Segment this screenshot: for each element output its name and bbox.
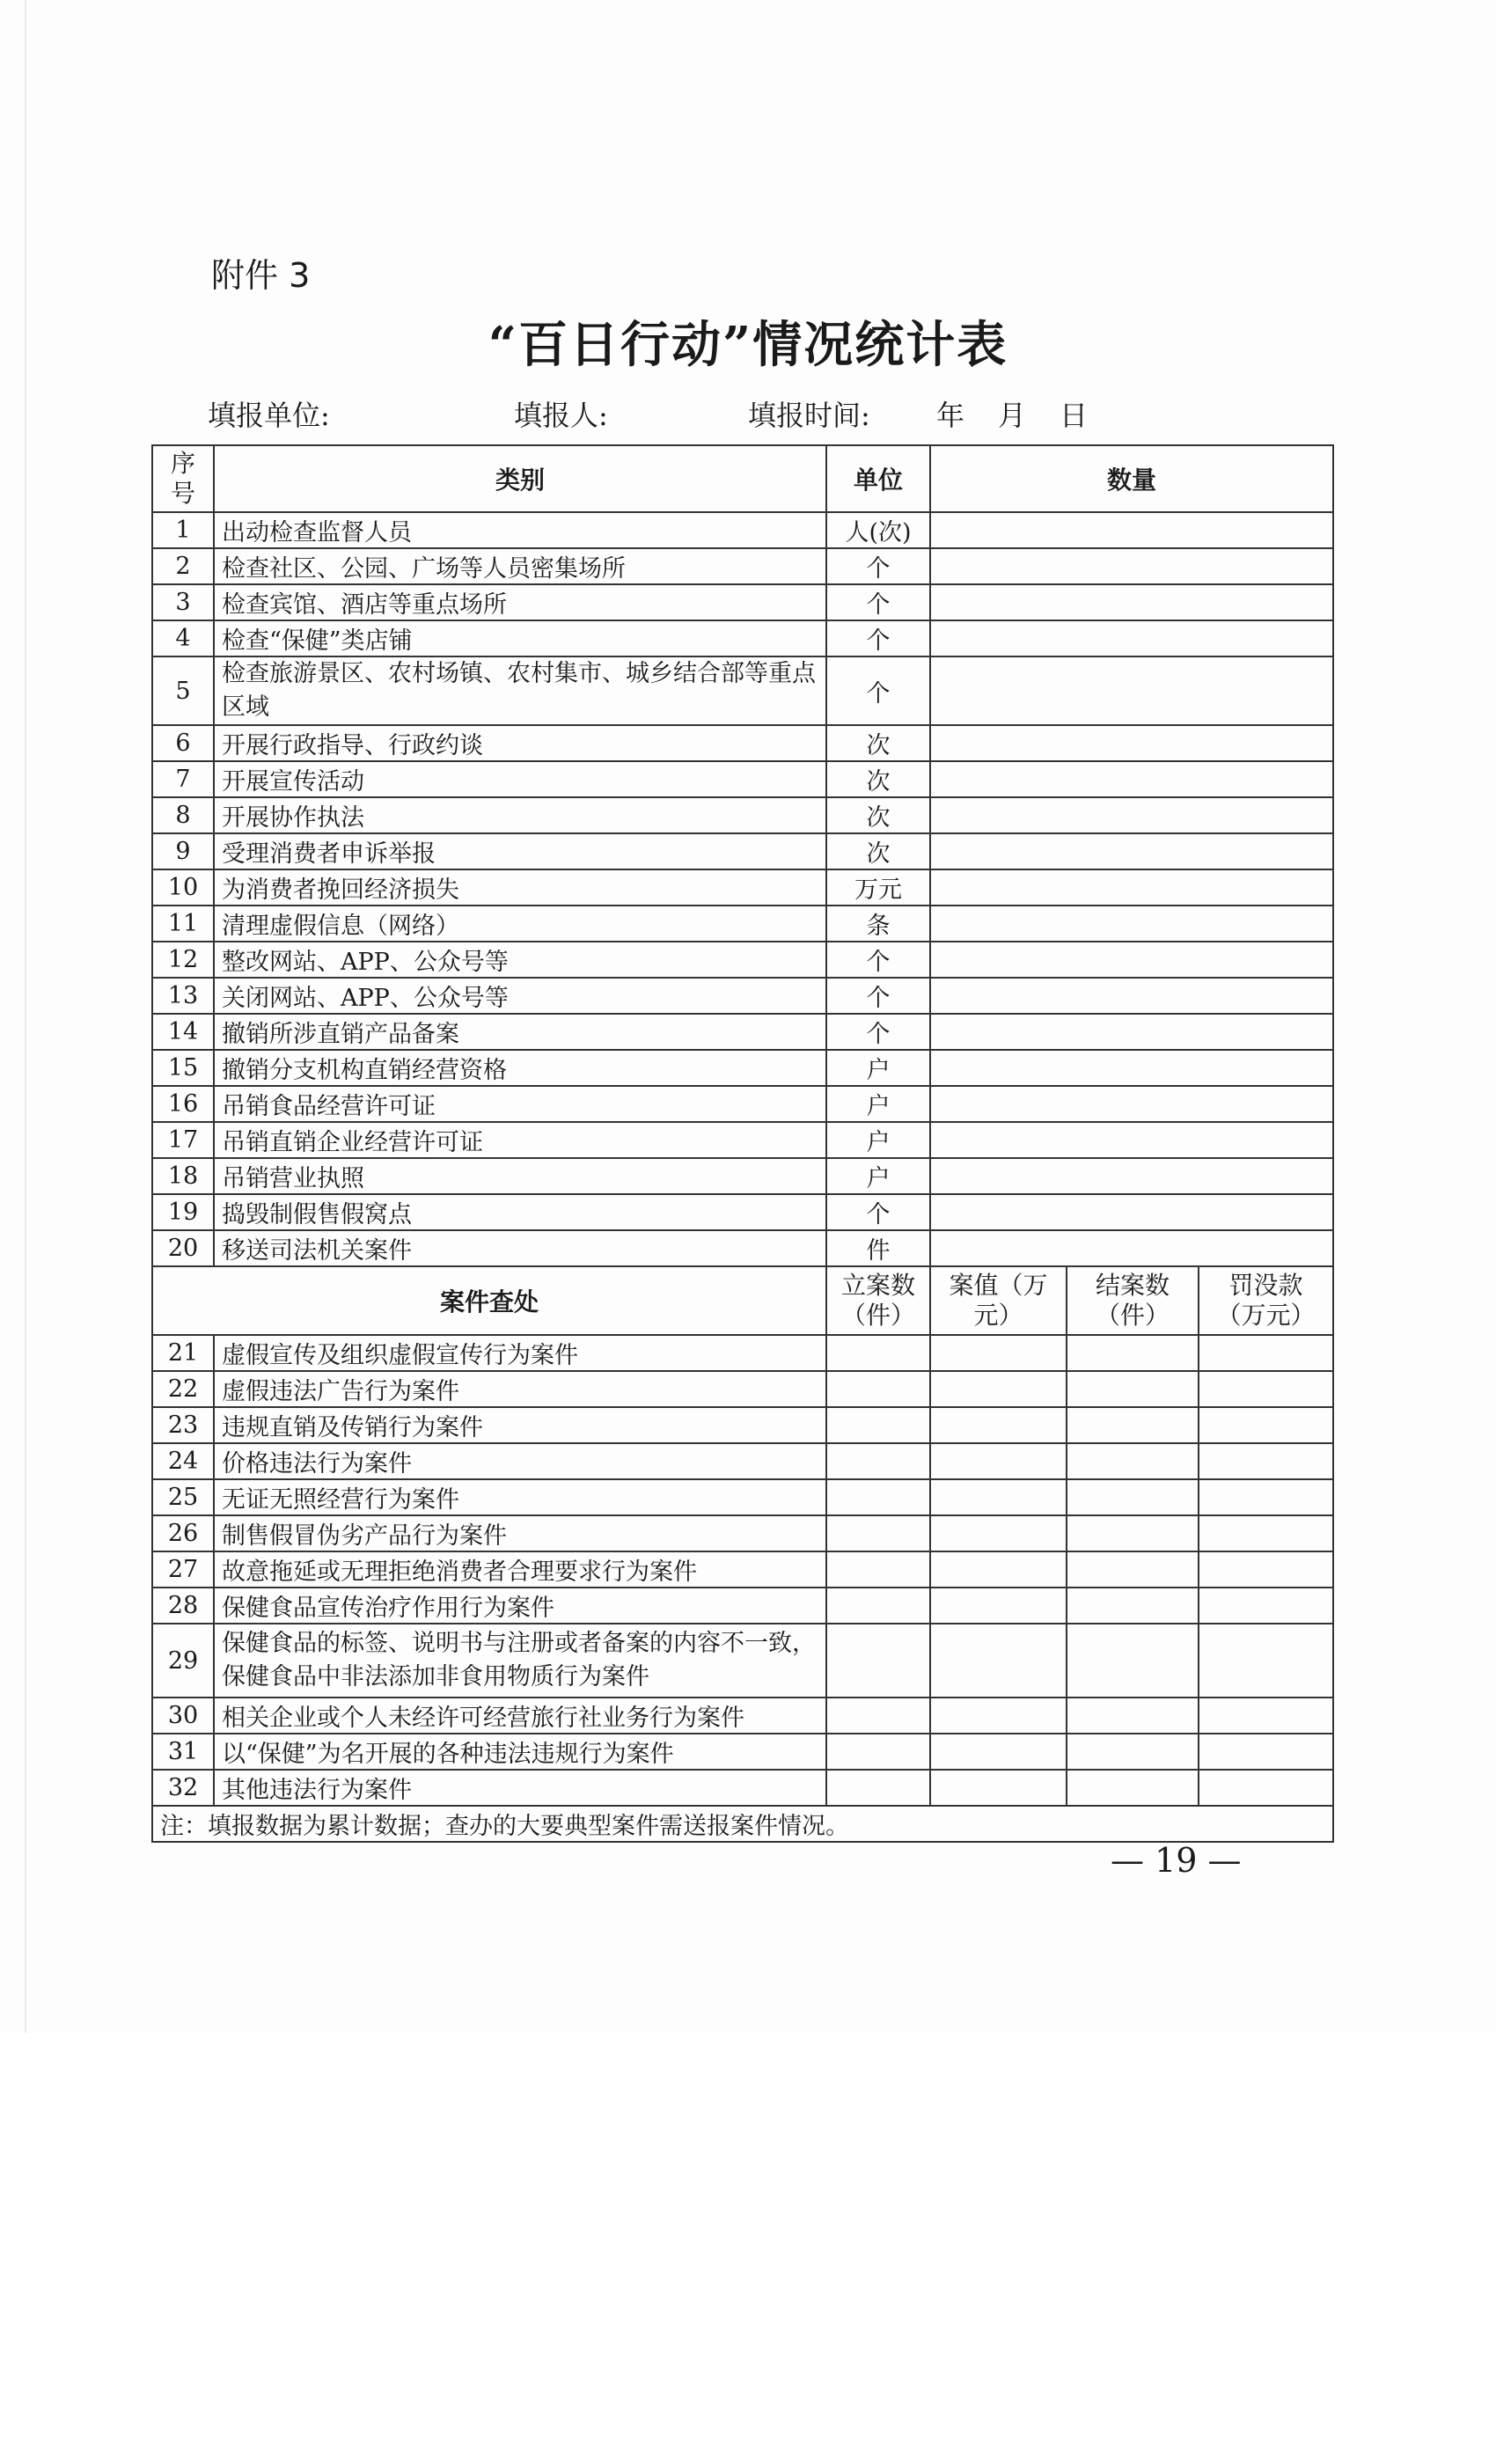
row-category: 检查宾馆、酒店等重点场所 [214,584,826,620]
table-row [152,1734,1333,1770]
table-row [152,1407,1333,1443]
fill-year: 年 [936,399,965,432]
row-category: 制售假冒伪劣产品行为案件 [214,1515,826,1551]
row-quantity [930,906,1333,942]
row-category: 开展协作执法 [214,797,826,833]
row-category: 检查社区、公园、广场等人员密集场所 [214,548,826,584]
row-unit: 条 [826,906,930,942]
row-filed-count [826,1371,930,1407]
row-case-value [930,1407,1067,1443]
row-unit: 人(次) [826,512,930,548]
fill-time-label: 填报时间: [748,399,870,432]
row-fine-amount [1199,1588,1333,1624]
row-unit: 户 [826,1158,930,1194]
note-row [152,1806,1333,1842]
row-category: 关闭网站、APP、公众号等 [214,978,826,1014]
blank-area [0,2033,1496,2464]
row-quantity [930,656,1333,725]
row-category: 受理消费者申诉举报 [214,833,826,869]
row-fine-amount [1199,1443,1333,1479]
row-number: 23 [152,1407,214,1443]
row-case-value [930,1515,1067,1551]
row-closed-count [1067,1443,1199,1479]
row-quantity [930,725,1333,761]
row-quantity [930,548,1333,584]
header-fine: 罚没款（万元） [1199,1266,1333,1335]
row-category: 相关企业或个人未经许可经营旅行社业务行为案件 [214,1698,826,1734]
header-category: 类别 [214,445,826,512]
row-category: 检查旅游景区、农村场镇、农村集市、城乡结合部等重点区域 [214,656,826,725]
row-category: 价格违法行为案件 [214,1443,826,1479]
row-unit: 个 [826,620,930,656]
row-unit: 次 [826,725,930,761]
page-edge [25,0,26,2033]
fill-person-label: 填报人: [514,399,608,432]
row-closed-count [1067,1624,1199,1698]
cases-header-row [152,1266,1333,1335]
row-quantity [930,797,1333,833]
row-unit: 次 [826,761,930,797]
row-number: 27 [152,1551,214,1588]
row-number: 9 [152,833,214,869]
row-quantity [930,584,1333,620]
row-category: 违规直销及传销行为案件 [214,1407,826,1443]
row-number: 1 [152,512,214,548]
row-unit: 件 [826,1230,930,1266]
row-number: 32 [152,1770,214,1806]
fill-month: 月 [998,399,1027,432]
row-closed-count [1067,1770,1199,1806]
row-quantity [930,512,1333,548]
row-closed-count [1067,1479,1199,1515]
row-category: 以“保健”为名开展的各种违法违规行为案件 [214,1734,826,1770]
row-fine-amount [1199,1624,1333,1698]
table-row [152,942,1333,978]
row-category: 保健食品宣传治疗作用行为案件 [214,1588,826,1624]
row-case-value [930,1551,1067,1588]
row-quantity [930,1122,1333,1158]
fill-unit-label: 填报单位: [208,399,330,432]
table-row [152,1122,1333,1158]
row-category: 吊销直销企业经营许可证 [214,1122,826,1158]
row-number: 21 [152,1335,214,1371]
page-number: — 19 — [1111,1841,1242,1880]
header-no: 序号 [152,445,214,512]
row-fine-amount [1199,1698,1333,1734]
row-category: 故意拖延或无理拒绝消费者合理要求行为案件 [214,1551,826,1588]
table-row [152,1479,1333,1515]
row-number: 12 [152,942,214,978]
table-header-row [152,445,1333,512]
row-number: 14 [152,1014,214,1050]
row-filed-count [826,1734,930,1770]
row-closed-count [1067,1698,1199,1734]
header-cases: 案件查处 [152,1266,826,1335]
row-number: 20 [152,1230,214,1266]
row-number: 18 [152,1158,214,1194]
row-category: 保健食品的标签、说明书与注册或者备案的内容不一致，保健食品中非法添加非食用物质行为案件 [214,1624,826,1698]
attachment-label: 附件 3 [211,256,311,295]
table-row [152,1335,1333,1371]
row-category: 吊销营业执照 [214,1158,826,1194]
row-case-value [930,1698,1067,1734]
row-filed-count [826,1407,930,1443]
header-unit: 单位 [826,445,930,512]
row-closed-count [1067,1551,1199,1588]
row-filed-count [826,1335,930,1371]
row-quantity [930,1014,1333,1050]
row-category: 虚假宣传及组织虚假宣传行为案件 [214,1335,826,1371]
row-number: 17 [152,1122,214,1158]
row-number: 19 [152,1194,214,1230]
header-closed: 结案数（件） [1067,1266,1199,1335]
row-quantity [930,978,1333,1014]
table-row [152,1588,1333,1624]
row-number: 30 [152,1698,214,1734]
row-number: 11 [152,906,214,942]
row-number: 10 [152,869,214,906]
row-unit: 个 [826,1194,930,1230]
statistics-table [151,444,1334,1843]
row-number: 6 [152,725,214,761]
table-row [152,1050,1333,1086]
table-row [152,620,1333,656]
row-unit: 个 [826,584,930,620]
row-quantity [930,942,1333,978]
row-category: 开展宣传活动 [214,761,826,797]
table-row [152,797,1333,833]
table-row [152,584,1333,620]
row-filed-count [826,1770,930,1806]
row-closed-count [1067,1515,1199,1551]
row-unit: 次 [826,797,930,833]
table-row [152,906,1333,942]
row-category: 清理虚假信息（网络） [214,906,826,942]
row-quantity [930,833,1333,869]
row-unit: 户 [826,1086,930,1122]
row-category: 出动检查监督人员 [214,512,826,548]
row-quantity [930,1086,1333,1122]
row-fine-amount [1199,1551,1333,1588]
row-fine-amount [1199,1479,1333,1515]
row-number: 4 [152,620,214,656]
row-category: 开展行政指导、行政约谈 [214,725,826,761]
row-fine-amount [1199,1770,1333,1806]
table-row [152,1230,1333,1266]
row-quantity [930,620,1333,656]
row-quantity [930,1158,1333,1194]
row-unit: 个 [826,942,930,978]
table-row [152,1698,1333,1734]
table-row [152,1770,1333,1806]
header-quantity: 数量 [930,445,1333,512]
table-row [152,1515,1333,1551]
row-closed-count [1067,1588,1199,1624]
row-fine-amount [1199,1734,1333,1770]
table-row [152,1371,1333,1407]
row-case-value [930,1371,1067,1407]
table-row [152,833,1333,869]
row-closed-count [1067,1371,1199,1407]
row-number: 2 [152,548,214,584]
row-number: 16 [152,1086,214,1122]
row-number: 22 [152,1371,214,1407]
table-row [152,1158,1333,1194]
row-closed-count [1067,1407,1199,1443]
table-row [152,869,1333,906]
row-quantity [930,1050,1333,1086]
row-category: 无证无照经营行为案件 [214,1479,826,1515]
row-unit: 个 [826,1014,930,1050]
row-number: 28 [152,1588,214,1624]
row-unit: 次 [826,833,930,869]
row-quantity [930,1194,1333,1230]
row-case-value [930,1624,1067,1698]
row-filed-count [826,1698,930,1734]
row-closed-count [1067,1734,1199,1770]
table-row [152,548,1333,584]
row-fine-amount [1199,1371,1333,1407]
row-case-value [930,1588,1067,1624]
row-filed-count [826,1443,930,1479]
row-category: 撤销所涉直销产品备案 [214,1014,826,1050]
row-category: 捣毁制假售假窝点 [214,1194,826,1230]
row-number: 15 [152,1050,214,1086]
table-row [152,1443,1333,1479]
row-case-value [930,1479,1067,1515]
row-category: 为消费者挽回经济损失 [214,869,826,906]
row-category: 检查“保健”类店铺 [214,620,826,656]
row-number: 25 [152,1479,214,1515]
row-fine-amount [1199,1407,1333,1443]
table-row [152,1014,1333,1050]
row-number: 31 [152,1734,214,1770]
row-number: 29 [152,1624,214,1698]
row-case-value [930,1443,1067,1479]
row-quantity [930,869,1333,906]
row-number: 5 [152,656,214,725]
row-closed-count [1067,1335,1199,1371]
row-filed-count [826,1624,930,1698]
table-row [152,761,1333,797]
row-fine-amount [1199,1515,1333,1551]
row-unit: 户 [826,1122,930,1158]
table-row [152,512,1333,548]
row-category: 其他违法行为案件 [214,1770,826,1806]
row-unit: 个 [826,656,930,725]
header-value: 案值（万元） [930,1266,1067,1335]
table-row [152,725,1333,761]
table-row [152,1624,1333,1698]
row-unit: 户 [826,1050,930,1086]
row-number: 8 [152,797,214,833]
table-row [152,1194,1333,1230]
document-title: “百日行动”情况统计表 [488,316,1008,374]
fill-day: 日 [1060,399,1089,432]
row-category: 移送司法机关案件 [214,1230,826,1266]
table-row [152,656,1333,725]
row-category: 撤销分支机构直销经营资格 [214,1050,826,1086]
row-number: 7 [152,761,214,797]
table-row [152,978,1333,1014]
row-unit: 个 [826,978,930,1014]
row-category: 虚假违法广告行为案件 [214,1371,826,1407]
row-fine-amount [1199,1335,1333,1371]
row-unit: 万元 [826,869,930,906]
table-row [152,1551,1333,1588]
row-quantity [930,1230,1333,1266]
row-number: 13 [152,978,214,1014]
row-category: 吊销食品经营许可证 [214,1086,826,1122]
row-number: 3 [152,584,214,620]
row-number: 26 [152,1515,214,1551]
row-unit: 个 [826,548,930,584]
table-note: 注：填报数据为累计数据；查办的大要典型案件需送报案件情况。 [152,1806,1333,1842]
row-filed-count [826,1515,930,1551]
row-filed-count [826,1479,930,1515]
row-number: 24 [152,1443,214,1479]
row-case-value [930,1335,1067,1371]
row-case-value [930,1770,1067,1806]
row-quantity [930,761,1333,797]
row-filed-count [826,1551,930,1588]
row-case-value [930,1734,1067,1770]
row-filed-count [826,1588,930,1624]
row-category: 整改网站、APP、公众号等 [214,942,826,978]
table-row [152,1086,1333,1122]
header-filed: 立案数（件） [826,1266,930,1335]
